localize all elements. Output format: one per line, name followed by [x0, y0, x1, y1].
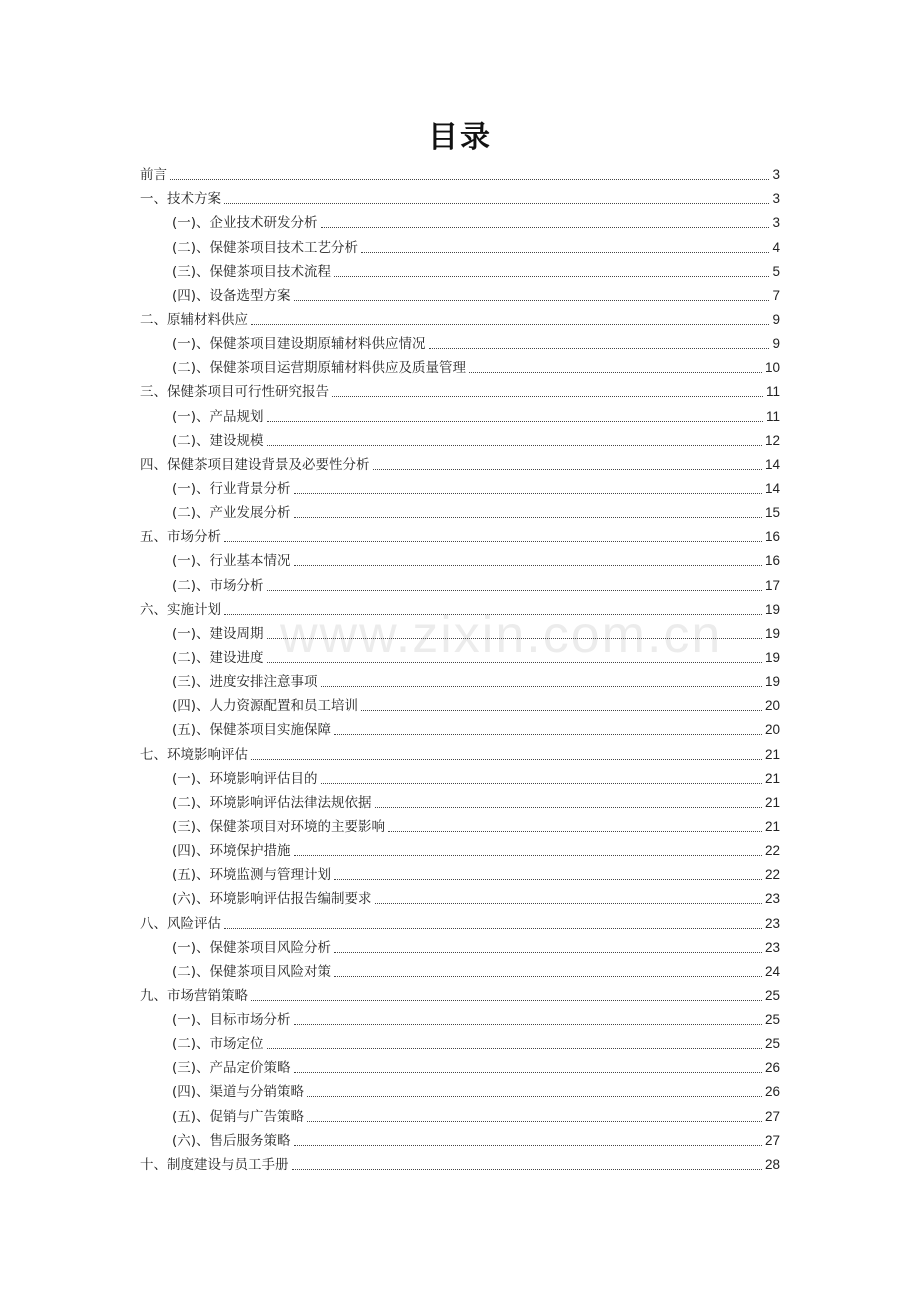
- toc-entry-label: (二)、建设进度: [172, 649, 264, 666]
- toc-dot-leader: [292, 1169, 762, 1170]
- toc-entry[interactable]: [140, 184, 780, 208]
- toc-dot-leader: [267, 421, 763, 422]
- toc-entry[interactable]: [140, 401, 780, 425]
- toc-entry-label: (二)、建设规模: [172, 432, 264, 449]
- toc-dot-leader: [251, 759, 762, 760]
- toc-entry[interactable]: [140, 1029, 780, 1053]
- toc-entry-page-number: 9: [772, 311, 780, 327]
- toc-entry[interactable]: [140, 764, 780, 788]
- toc-entry-page-number: 9: [772, 336, 780, 352]
- toc-entry-label: (一)、保健茶项目建设期原辅材料供应情况: [172, 336, 426, 353]
- toc-entry-label: (二)、保健茶项目运营期原辅材料供应及质量管理: [172, 360, 467, 377]
- toc-dot-leader: [321, 227, 770, 228]
- toc-entry-label: (四)、人力资源配置和员工培训: [172, 698, 359, 715]
- toc-entry[interactable]: [140, 450, 780, 474]
- toc-dot-leader: [469, 372, 762, 373]
- toc-entry-page-number: 3: [772, 167, 780, 183]
- toc-dot-leader: [170, 179, 769, 180]
- toc-dot-leader: [361, 252, 769, 253]
- toc-entry-page-number: 3: [772, 215, 780, 231]
- toc-entry-page-number: 26: [764, 1084, 780, 1100]
- toc-entry[interactable]: [140, 1077, 780, 1101]
- toc-dot-leader: [294, 1072, 762, 1073]
- toc-dot-leader: [375, 807, 762, 808]
- toc-entry-label: (六)、售后服务策略: [172, 1132, 291, 1149]
- toc-entry-label: (一)、保健茶项目风险分析: [172, 939, 332, 956]
- toc-entry-label: (一)、目标市场分析: [172, 1012, 291, 1029]
- toc-entry[interactable]: [140, 426, 780, 450]
- toc-entry-label: (一)、行业基本情况: [172, 553, 291, 570]
- toc-entry-label: (一)、企业技术研发分析: [172, 215, 318, 232]
- toc-dot-leader: [321, 783, 762, 784]
- toc-entry[interactable]: [140, 595, 780, 619]
- toc-entry-page-number: 19: [764, 601, 780, 617]
- toc-dot-leader: [373, 469, 762, 470]
- toc-entry-page-number: 21: [764, 794, 780, 810]
- toc-entry-label: (二)、产业发展分析: [172, 505, 291, 522]
- toc-entry-page-number: 19: [764, 649, 780, 665]
- toc-entry-page-number: 26: [764, 1060, 780, 1076]
- toc-entry[interactable]: [140, 377, 780, 401]
- toc-entry[interactable]: [140, 933, 780, 957]
- toc-entry-page-number: 21: [764, 818, 780, 834]
- toc-entry-page-number: 21: [764, 746, 780, 762]
- toc-dot-leader: [294, 1145, 762, 1146]
- toc-entry-label: (四)、渠道与分销策略: [172, 1084, 305, 1101]
- toc-dot-leader: [224, 614, 762, 615]
- toc-entry-label: (二)、保健茶项目技术工艺分析: [172, 239, 359, 256]
- toc-dot-leader: [334, 976, 762, 977]
- toc-entry-page-number: 5: [772, 263, 780, 279]
- toc-entry[interactable]: [140, 884, 780, 908]
- toc-entry[interactable]: [140, 836, 780, 860]
- toc-dot-leader: [267, 662, 762, 663]
- toc-entry-page-number: 23: [764, 891, 780, 907]
- toc-entry-label: (二)、保健茶项目风险对策: [172, 963, 332, 980]
- toc-dot-leader: [375, 903, 762, 904]
- toc-entry-page-number: 11: [765, 384, 780, 400]
- toc-entry[interactable]: [140, 739, 780, 763]
- toc-entry-label: 四、保健茶项目建设背景及必要性分析: [140, 456, 370, 473]
- toc-dot-leader: [321, 686, 762, 687]
- toc-entry-label: 五、市场分析: [140, 529, 221, 546]
- toc-dot-leader: [224, 928, 762, 929]
- toc-entry[interactable]: [140, 667, 780, 691]
- toc-entry[interactable]: [140, 1101, 780, 1125]
- toc-entry-label: 十、制度建设与员工手册: [140, 1156, 289, 1173]
- toc-entry[interactable]: [140, 1005, 780, 1029]
- toc-dot-leader: [429, 348, 770, 349]
- toc-entry-page-number: 22: [764, 843, 780, 859]
- toc-dot-leader: [334, 879, 762, 880]
- toc-entry-page-number: 11: [765, 408, 780, 424]
- toc-entry[interactable]: [140, 981, 780, 1005]
- toc-entry-page-number: 25: [764, 1036, 780, 1052]
- toc-entry-label: (一)、环境影响评估目的: [172, 770, 318, 787]
- toc-entry-label: (二)、市场定位: [172, 1036, 264, 1053]
- toc-entry-page-number: 16: [764, 553, 780, 569]
- toc-entry-page-number: 20: [764, 722, 780, 738]
- toc-entry[interactable]: [140, 715, 780, 739]
- toc-entry[interactable]: [140, 1150, 780, 1174]
- toc-entry[interactable]: [140, 812, 780, 836]
- toc-entry-page-number: 16: [764, 529, 780, 545]
- toc-dot-leader: [388, 831, 762, 832]
- toc-entry[interactable]: [140, 619, 780, 643]
- toc-entry[interactable]: [140, 474, 780, 498]
- toc-entry[interactable]: [140, 1126, 780, 1150]
- toc-entry[interactable]: [140, 257, 780, 281]
- toc-entry[interactable]: [140, 353, 780, 377]
- toc-entry-page-number: 14: [764, 456, 780, 472]
- toc-entry-page-number: 24: [764, 963, 780, 979]
- toc-entry[interactable]: [140, 232, 780, 256]
- toc-entry-label: (一)、产品规划: [172, 408, 264, 425]
- toc-entry-label: (五)、促销与广告策略: [172, 1108, 305, 1125]
- toc-dot-leader: [307, 1121, 762, 1122]
- toc-dot-leader: [251, 324, 769, 325]
- toc-entry-label: 七、环境影响评估: [140, 746, 248, 763]
- toc-dot-leader: [267, 638, 762, 639]
- toc-entry-page-number: 25: [764, 1012, 780, 1028]
- toc-entry-page-number: 15: [764, 505, 780, 521]
- toc-entry-page-number: 19: [764, 625, 780, 641]
- toc-entry-page-number: 12: [764, 432, 780, 448]
- toc-entry[interactable]: [140, 305, 780, 329]
- toc-entry[interactable]: [140, 546, 780, 570]
- toc-entry-page-number: 23: [764, 915, 780, 931]
- toc-entry[interactable]: [140, 498, 780, 522]
- toc-entry-label: 二、原辅材料供应: [140, 311, 248, 328]
- toc-entry-page-number: 21: [764, 770, 780, 786]
- toc-entry-label: 一、技术方案: [140, 191, 221, 208]
- toc-entry[interactable]: [140, 643, 780, 667]
- toc-entry-label: (五)、保健茶项目实施保障: [172, 722, 332, 739]
- toc-entry-page-number: 10: [764, 360, 780, 376]
- toc-entry-label: 三、保健茶项目可行性研究报告: [140, 384, 329, 401]
- toc-entry-page-number: 20: [764, 698, 780, 714]
- toc-dot-leader: [307, 1096, 762, 1097]
- toc-entry[interactable]: [140, 208, 780, 232]
- toc-dot-leader: [294, 300, 770, 301]
- toc-dot-leader: [294, 565, 762, 566]
- toc-entry-page-number: 27: [764, 1108, 780, 1124]
- toc-entry-label: 六、实施计划: [140, 601, 221, 618]
- toc-entry[interactable]: [140, 570, 780, 594]
- toc-dot-leader: [224, 203, 769, 204]
- table-of-contents: [140, 160, 780, 1174]
- toc-dot-leader: [294, 517, 762, 518]
- toc-entry[interactable]: [140, 329, 780, 353]
- toc-dot-leader: [294, 493, 762, 494]
- toc-entry-label: (五)、环境监测与管理计划: [172, 867, 332, 884]
- toc-dot-leader: [294, 1024, 762, 1025]
- toc-entry-page-number: 23: [764, 939, 780, 955]
- toc-entry-label: 前言: [140, 167, 167, 184]
- toc-entry-label: (三)、进度安排注意事项: [172, 674, 318, 691]
- toc-entry-page-number: 7: [772, 287, 780, 303]
- toc-title: 目录: [428, 120, 492, 155]
- toc-entry-label: (二)、市场分析: [172, 577, 264, 594]
- toc-entry-label: (四)、设备选型方案: [172, 287, 291, 304]
- toc-entry-page-number: 14: [764, 480, 780, 496]
- toc-entry-label: (一)、建设周期: [172, 625, 264, 642]
- toc-dot-leader: [361, 710, 762, 711]
- toc-entry-page-number: 19: [764, 674, 780, 690]
- toc-dot-leader: [267, 445, 762, 446]
- toc-entry-label: (二)、环境影响评估法律法规依据: [172, 794, 372, 811]
- toc-entry[interactable]: [140, 281, 780, 305]
- toc-entry[interactable]: [140, 1053, 780, 1077]
- toc-entry[interactable]: [140, 860, 780, 884]
- toc-entry-page-number: 27: [764, 1132, 780, 1148]
- toc-entry-label: (四)、环境保护措施: [172, 843, 291, 860]
- toc-entry-label: (六)、环境影响评估报告编制要求: [172, 891, 372, 908]
- toc-entry[interactable]: [140, 908, 780, 932]
- toc-entry-page-number: 22: [764, 867, 780, 883]
- toc-entry[interactable]: [140, 691, 780, 715]
- toc-entry[interactable]: [140, 788, 780, 812]
- toc-dot-leader: [224, 541, 762, 542]
- toc-entry-page-number: 25: [764, 987, 780, 1003]
- toc-dot-leader: [267, 1048, 762, 1049]
- toc-entry-label: (三)、保健茶项目对环境的主要影响: [172, 818, 386, 835]
- toc-entry-page-number: 17: [764, 577, 780, 593]
- toc-entry[interactable]: [140, 160, 780, 184]
- toc-entry[interactable]: [140, 522, 780, 546]
- toc-dot-leader: [334, 952, 762, 953]
- toc-dot-leader: [294, 855, 762, 856]
- toc-entry-page-number: 4: [772, 239, 780, 255]
- toc-entry[interactable]: [140, 957, 780, 981]
- toc-entry-label: (一)、行业背景分析: [172, 480, 291, 497]
- toc-dot-leader: [251, 1000, 762, 1001]
- toc-dot-leader: [334, 734, 762, 735]
- watermark: www.zixin.com.cn: [280, 606, 723, 664]
- toc-entry-label: 九、市场营销策略: [140, 987, 248, 1004]
- toc-entry-page-number: 3: [772, 191, 780, 207]
- toc-dot-leader: [334, 276, 769, 277]
- toc-dot-leader: [332, 396, 763, 397]
- toc-entry-label: (三)、产品定价策略: [172, 1060, 291, 1077]
- toc-dot-leader: [267, 590, 762, 591]
- toc-entry-label: (三)、保健茶项目技术流程: [172, 263, 332, 280]
- toc-entry-label: 八、风险评估: [140, 915, 221, 932]
- toc-entry-page-number: 28: [764, 1156, 780, 1172]
